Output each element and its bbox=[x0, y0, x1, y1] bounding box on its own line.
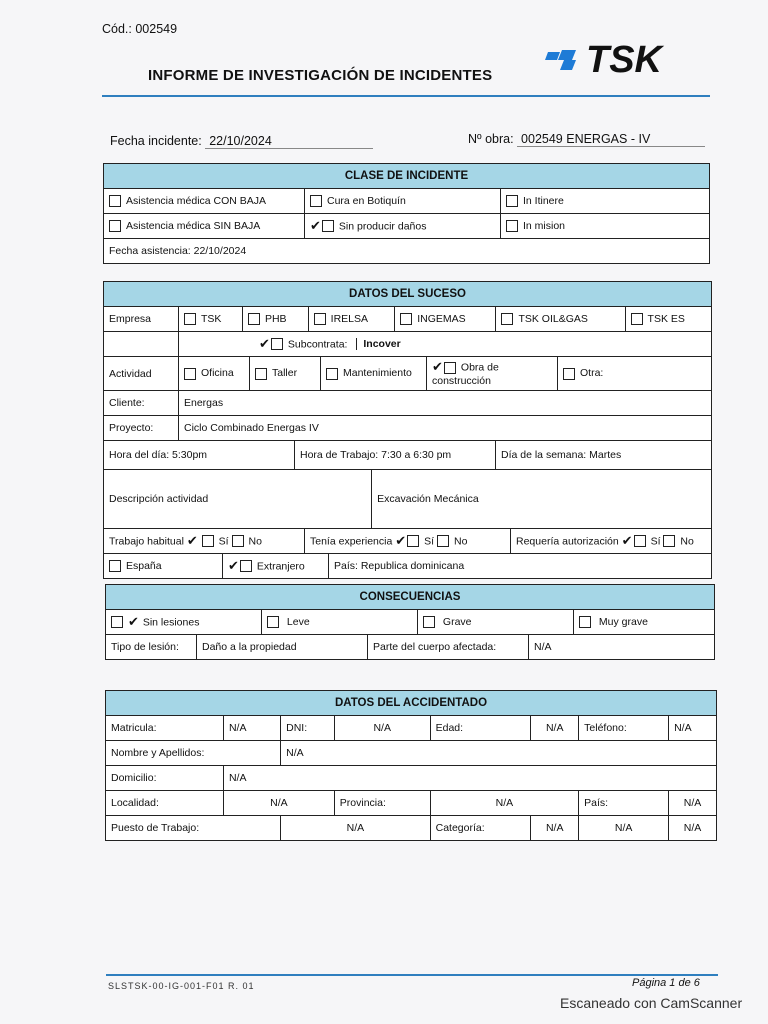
dni-label: DNI: bbox=[281, 716, 335, 741]
empresa-option[interactable]: PHB bbox=[242, 307, 308, 331]
checkbox-icon bbox=[310, 195, 322, 207]
domicilio-label: Domicilio: bbox=[106, 766, 224, 791]
checkbox-icon bbox=[109, 195, 121, 207]
edad-value[interactable]: N/A bbox=[531, 716, 579, 741]
provincia-label: Provincia: bbox=[334, 791, 430, 816]
pais-value[interactable]: País: Republica dominicana bbox=[334, 560, 465, 572]
matricula-label: Matricula: bbox=[106, 716, 224, 741]
trabajo-habitual[interactable]: Trabajo habitual ✔ Sí No bbox=[104, 529, 305, 553]
document-code: Cód.: 002549 bbox=[102, 22, 178, 36]
checkbox-icon bbox=[501, 313, 513, 325]
empresa-label: Empresa bbox=[104, 307, 179, 332]
proyecto-label: Proyecto: bbox=[104, 416, 179, 441]
obra-value[interactable]: 002549 ENERGAS - IV bbox=[517, 132, 705, 147]
parte-cuerpo-value[interactable]: N/A bbox=[534, 641, 552, 653]
checkbox-icon bbox=[444, 362, 456, 374]
checkmark-icon: ✔ bbox=[621, 533, 633, 549]
checkbox-icon bbox=[506, 195, 518, 207]
consecuencia-option[interactable]: Leve bbox=[262, 610, 418, 635]
consecuencias-header: CONSECUENCIAS bbox=[106, 585, 715, 610]
nombre-value[interactable]: N/A bbox=[281, 741, 717, 766]
suceso-header: DATOS DEL SUCESO bbox=[104, 282, 712, 307]
subcontrata-label: Subcontrata: bbox=[287, 337, 348, 350]
checkbox-icon bbox=[563, 368, 575, 380]
checkmark-icon: ✔ bbox=[228, 558, 239, 574]
pais-value[interactable]: N/A bbox=[669, 791, 717, 816]
empresa-option[interactable]: TSK OIL&GAS bbox=[496, 307, 625, 331]
checkbox-icon bbox=[322, 220, 334, 232]
checkbox-icon bbox=[109, 560, 121, 572]
categoria-value[interactable]: N/A bbox=[531, 816, 579, 841]
consecuencia-option[interactable]: Muy grave bbox=[574, 610, 715, 635]
clase-header: CLASE DE INCIDENTE bbox=[104, 164, 710, 189]
checkbox-icon bbox=[400, 313, 412, 325]
checkmark-icon: ✔ bbox=[395, 533, 407, 549]
actividad-option[interactable]: Oficina bbox=[179, 357, 250, 390]
checkbox-icon bbox=[326, 368, 338, 380]
subcontrata-value: Incover bbox=[356, 338, 400, 350]
logo-text: TSK bbox=[586, 40, 662, 78]
puesto-label: Puesto de Trabajo: bbox=[106, 816, 281, 841]
checkbox-icon bbox=[631, 313, 643, 325]
consecuencia-option[interactable]: ✔ Sin lesiones bbox=[106, 610, 262, 635]
actividad-option[interactable]: ✔ Obra de construcción bbox=[427, 357, 558, 390]
extra-value-2[interactable]: N/A bbox=[669, 816, 717, 841]
checkmark-icon: ✔ bbox=[432, 360, 443, 375]
actividad-label: Actividad bbox=[104, 357, 179, 391]
checkmark-icon: ✔ bbox=[186, 533, 198, 549]
clase-item[interactable]: Asistencia médica SIN BAJA bbox=[104, 214, 305, 239]
checkmark-icon: ✔ bbox=[310, 218, 321, 234]
document-title: INFORME DE INVESTIGACIÓN DE INCIDENTES bbox=[148, 67, 493, 84]
empresa-option[interactable]: IRELSA bbox=[308, 307, 395, 331]
checkbox-icon bbox=[267, 616, 279, 628]
empresa-option[interactable]: INGEMAS bbox=[395, 307, 496, 331]
clase-item[interactable]: In Itinere bbox=[501, 189, 710, 214]
checkbox-icon bbox=[663, 535, 675, 547]
checkbox-icon bbox=[111, 616, 123, 628]
parte-cuerpo-label: Parte del cuerpo afectada: bbox=[368, 635, 529, 659]
obra-label: Nº obra: bbox=[468, 132, 514, 146]
espana-option[interactable]: España bbox=[104, 554, 223, 578]
tipo-lesion-label: Tipo de lesión: bbox=[106, 635, 197, 659]
checkbox-icon bbox=[184, 313, 196, 325]
checkbox-icon bbox=[634, 535, 646, 547]
accidentado-header: DATOS DEL ACCIDENTADO bbox=[106, 691, 717, 716]
localidad-label: Localidad: bbox=[106, 791, 224, 816]
datos-suceso-table bbox=[103, 281, 712, 579]
clase-incidente-table bbox=[103, 163, 710, 264]
actividad-option[interactable]: Otra: bbox=[558, 357, 712, 390]
pais-label: País: bbox=[579, 791, 669, 816]
descripcion-label: Descripción actividad bbox=[104, 470, 372, 529]
clase-item[interactable]: In mision bbox=[501, 214, 710, 239]
checkbox-icon bbox=[423, 616, 435, 628]
checkbox-icon bbox=[248, 313, 260, 325]
hora-dia[interactable]: Hora del día: 5:30pm bbox=[104, 441, 295, 469]
hora-trabajo[interactable]: Hora de Trabajo: 7:30 a 6:30 pm bbox=[295, 441, 496, 469]
localidad-value[interactable]: N/A bbox=[223, 791, 334, 816]
actividad-option[interactable]: Taller bbox=[250, 357, 321, 390]
fecha-asistencia: Fecha asistencia: 22/10/2024 bbox=[104, 239, 710, 264]
provincia-value[interactable]: N/A bbox=[430, 791, 579, 816]
clase-item[interactable]: Asistencia médica CON BAJA bbox=[104, 189, 305, 214]
cliente-label: Cliente: bbox=[104, 391, 179, 416]
clase-item[interactable]: ✔ Sin producir daños bbox=[305, 214, 501, 239]
dia-semana[interactable]: Día de la semana: Martes bbox=[501, 449, 622, 461]
checkbox-icon bbox=[184, 368, 196, 380]
camscanner-label: Escaneado con CamScanner bbox=[560, 995, 743, 1011]
empresa-option[interactable]: TSK ES bbox=[625, 307, 711, 331]
matricula-value[interactable]: N/A bbox=[223, 716, 280, 741]
footer-rule bbox=[106, 974, 718, 976]
nombre-label: Nombre y Apellidos: bbox=[106, 741, 281, 766]
checkbox-icon bbox=[271, 338, 283, 350]
proyecto-value[interactable]: Ciclo Combinado Energas IV bbox=[179, 416, 712, 441]
categoria-label: Categoría: bbox=[430, 816, 531, 841]
checkbox-icon bbox=[109, 220, 121, 232]
checkbox-icon bbox=[255, 368, 267, 380]
checkmark-icon: ✔ bbox=[128, 614, 139, 630]
checkbox-icon bbox=[202, 535, 214, 547]
consecuencias-table bbox=[105, 584, 715, 660]
tenia-experiencia[interactable]: Tenía experiencia ✔ Sí No bbox=[305, 529, 511, 553]
fecha-incidente bbox=[110, 134, 373, 149]
descripcion-value[interactable]: Excavación Mecánica bbox=[372, 470, 712, 529]
actividad-option[interactable]: Mantenimiento bbox=[321, 357, 427, 390]
puesto-value[interactable]: N/A bbox=[281, 816, 430, 841]
accidentado-table bbox=[105, 690, 717, 841]
subcontrata-row[interactable] bbox=[179, 332, 712, 357]
page-number: Página 1 de 6 bbox=[632, 977, 700, 989]
checkmark-icon: ✔ bbox=[259, 336, 270, 352]
consecuencia-option[interactable]: Grave bbox=[418, 610, 574, 635]
checkbox-icon bbox=[579, 616, 591, 628]
tsk-logo bbox=[542, 40, 712, 78]
empresa-option[interactable]: TSK bbox=[179, 307, 242, 331]
fecha-value[interactable]: 22/10/2024 bbox=[205, 134, 373, 149]
telefono-label: Teléfono: bbox=[579, 716, 669, 741]
fecha-label: Fecha incidente: bbox=[110, 134, 202, 148]
checkbox-icon bbox=[240, 560, 252, 572]
checkbox-icon bbox=[437, 535, 449, 547]
checkbox-icon bbox=[506, 220, 518, 232]
checkbox-icon bbox=[232, 535, 244, 547]
domicilio-value[interactable]: N/A bbox=[223, 766, 716, 791]
extra-value[interactable]: N/A bbox=[579, 816, 669, 841]
numero-obra bbox=[468, 132, 705, 147]
dni-value[interactable]: N/A bbox=[334, 716, 430, 741]
clase-item[interactable]: Cura en Botiquín bbox=[305, 189, 501, 214]
tipo-lesion-value[interactable]: Daño a la propiedad bbox=[197, 635, 368, 659]
requeria-autorizacion[interactable]: Requería autorización ✔ Sí No bbox=[516, 533, 694, 549]
header-rule bbox=[102, 95, 710, 97]
checkbox-icon bbox=[314, 313, 326, 325]
extranjero-option[interactable]: ✔ Extranjero bbox=[223, 554, 329, 578]
footer-code: SLSTSK-00-IG-001-F01 R. 01 bbox=[108, 981, 255, 991]
telefono-value[interactable]: N/A bbox=[669, 716, 717, 741]
checkbox-icon bbox=[407, 535, 419, 547]
edad-label: Edad: bbox=[430, 716, 531, 741]
cliente-value[interactable]: Energas bbox=[179, 391, 712, 416]
